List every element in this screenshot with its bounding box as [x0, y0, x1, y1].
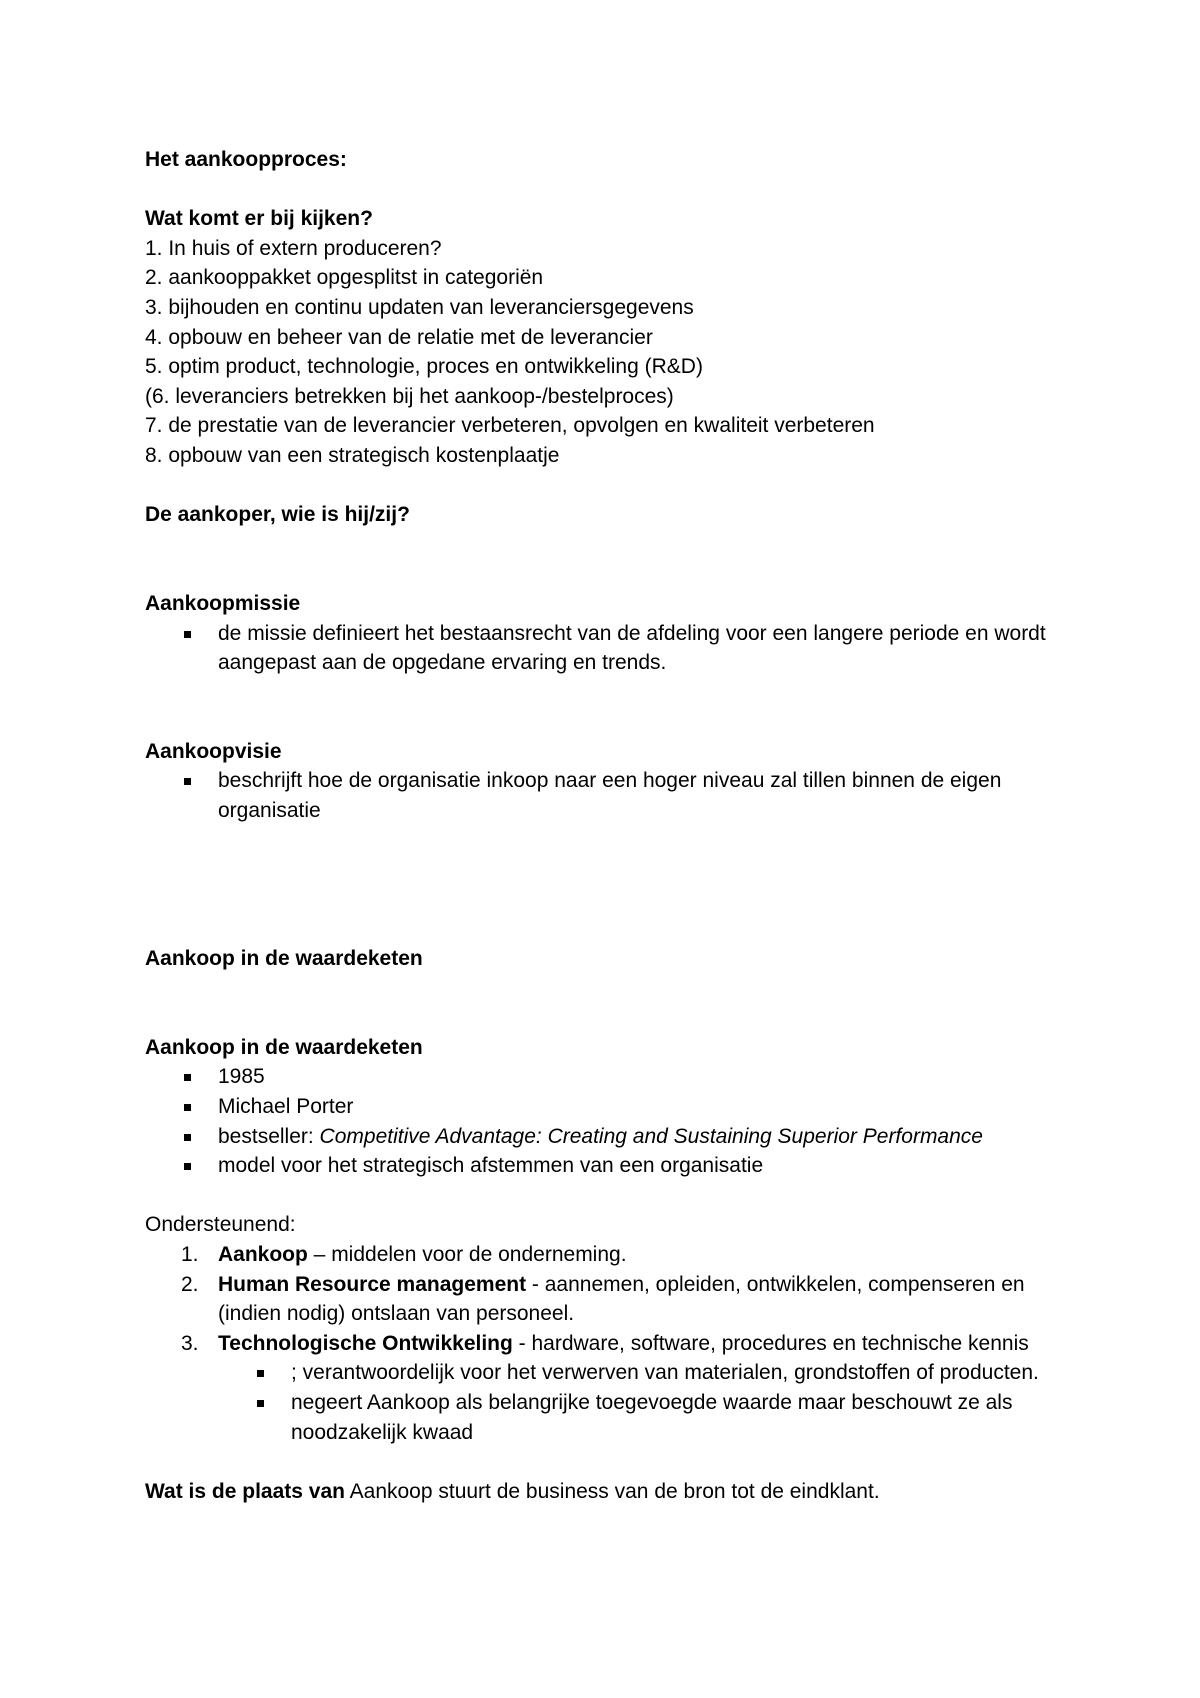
bullet-item — [145, 1092, 1075, 1122]
bullet-item — [145, 766, 1075, 825]
square-bullet-icon — [184, 631, 191, 638]
square-bullet-icon — [184, 1104, 191, 1111]
square-bullet-icon — [184, 1074, 191, 1081]
list-item: 7. de prestatie van de leverancier verbeteren, opvolgen en kwaliteit verbeteren — [145, 414, 875, 438]
list-item: 8. opbouw van een strategisch kostenplaatje — [145, 443, 560, 467]
bullet-text: Michael Porter — [218, 1095, 354, 1119]
item-description: – middelen voor de onderneming. — [307, 1242, 627, 1266]
sub-bullet-item — [145, 1358, 1075, 1388]
square-bullet-icon — [184, 778, 191, 785]
list-item: 2. aankooppakket opgesplitst in categoriën — [145, 266, 544, 290]
section-heading-aankoop-in-de-waardeketen-2: Aankoop in de waardeketen — [145, 1035, 423, 1059]
section-heading-aankoop-in-de-waardeketen: Aankoop in de waardeketen — [145, 947, 423, 971]
section-heading-aankoopmissie: Aankoopmissie — [145, 591, 301, 615]
numbered-item — [145, 1329, 1075, 1359]
bullet-item — [145, 1151, 1075, 1181]
item-term: Technologische Ontwikkeling — [218, 1331, 513, 1355]
list-item: 4. opbouw en beheer van de relatie met de leverancier — [145, 325, 653, 349]
document-title: Het aankoopproces: — [145, 148, 347, 171]
section-heading-aankoopvisie: Aankoopvisie — [145, 739, 282, 763]
item-number: 3. — [181, 1331, 199, 1355]
section-heading-ondersteunend: Ondersteunend: — [145, 1213, 296, 1237]
sub-bullet-item — [145, 1388, 1075, 1447]
bullet-text: de missie definieert het bestaansrecht van de afdeling voor een langere periode en wordt aangepast aan de opgedane ervaring en trends. — [218, 621, 1046, 675]
list-item: 5. optim product, technologie, proces en ontwikkeling (R&D) — [145, 355, 703, 379]
square-bullet-icon — [257, 1370, 264, 1377]
item-term: Human Resource management — [218, 1272, 527, 1296]
bullet-text: negeert Aankoop als belangrijke toegevoegde waarde maar beschouwt ze als noodzakelijk kwaad — [291, 1390, 1013, 1444]
item-description: - aannemen, opleiden, ontwikkelen, compenseren en (indien nodig) ontslaan van personeel. — [218, 1272, 1025, 1326]
section-heading-de-aankoper: De aankoper, wie is hij/zij? — [145, 503, 410, 527]
bullet-item — [145, 1122, 1075, 1152]
item-number: 2. — [181, 1272, 199, 1296]
closing-bold-text: Wat is de plaats van — [145, 1479, 345, 1503]
book-title: Competitive Advantage: Creating and Sustaining Superior Performance — [319, 1124, 983, 1148]
item-number: 1. — [181, 1242, 199, 1266]
numbered-item — [145, 1270, 1075, 1329]
bullet-text: beschrijft hoe de organisatie inkoop naar een hoger niveau zal tillen binnen de eigen organisatie — [218, 769, 1002, 823]
bullet-text: ; verantwoordelijk voor het verwerven van materialen, grondstoffen of producten. — [291, 1361, 1039, 1385]
closing-text: Aankoop stuurt de business van de bron tot de eindklant. — [344, 1479, 880, 1503]
numbered-item — [145, 1240, 1075, 1270]
bestseller-label: bestseller: — [218, 1124, 320, 1148]
bullet-item — [145, 1062, 1075, 1092]
document-page — [145, 145, 1075, 1506]
square-bullet-icon — [257, 1400, 264, 1407]
list-item: 3. bijhouden en continu updaten van leveranciersgegevens — [145, 295, 694, 319]
square-bullet-icon — [184, 1163, 191, 1170]
item-description: - hardware, software, procedures en technische kennis — [512, 1331, 1029, 1355]
item-term: Aankoop — [218, 1242, 308, 1266]
list-item: (6. leveranciers betrekken bij het aankoop-/bestelproces) — [145, 384, 674, 408]
bullet-item — [145, 619, 1075, 678]
section-heading-wat-komt-er-bij-kijken: Wat komt er bij kijken? — [145, 207, 373, 231]
closing-paragraph — [145, 1477, 1075, 1507]
square-bullet-icon — [184, 1134, 191, 1141]
bullet-text: model voor het strategisch afstemmen van een organisatie — [218, 1154, 764, 1178]
list-item: 1. In huis of extern produceren? — [145, 236, 442, 260]
bullet-text: 1985 — [218, 1065, 265, 1089]
